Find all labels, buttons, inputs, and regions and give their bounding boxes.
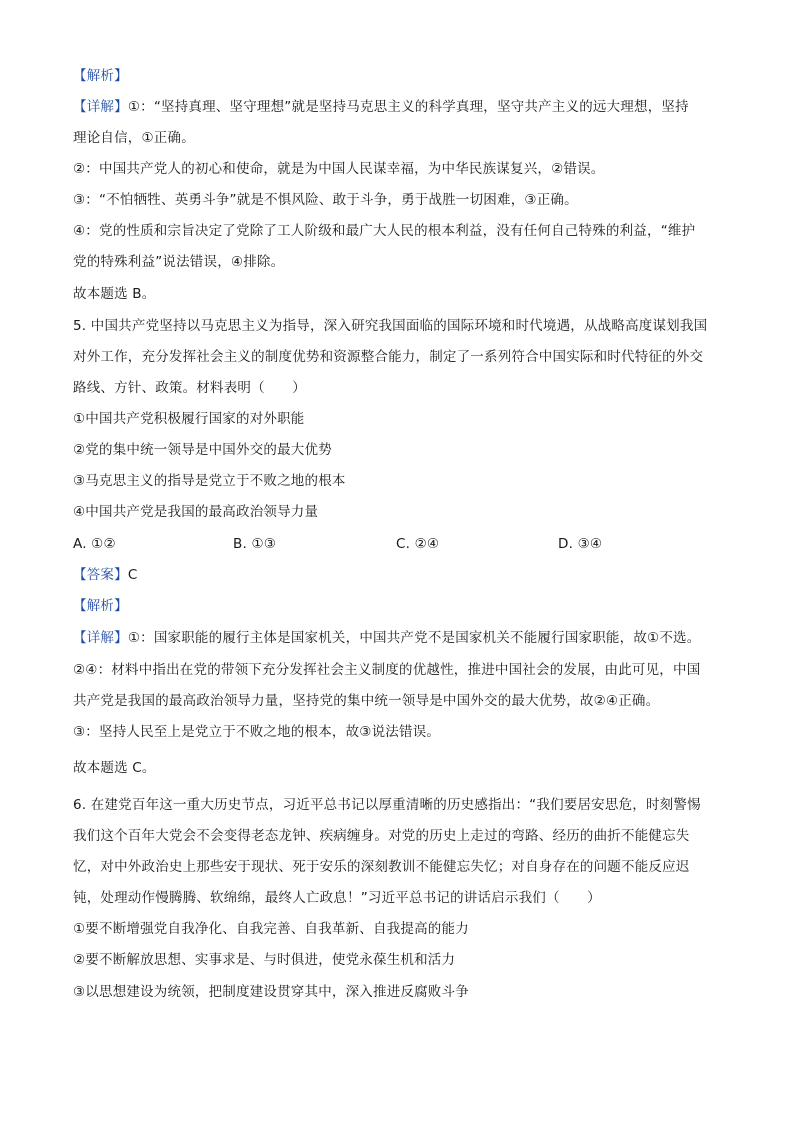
q5-option-d: D. ③④ (558, 536, 603, 552)
q5-detail-line-4: ③：坚持人民至上是党立于不败之地的根本，故③说法错误。 (73, 724, 441, 740)
q5-option-a: A. ①② (73, 536, 116, 552)
q5-detail-line-2: ②④：材料中指出在党的带领下充分发挥社会主义制度的优越性，推进中国社会的发展，由此可见，中国 (73, 662, 701, 678)
q5-statement-1: ①中国共产党积极履行国家的对外职能 (73, 411, 305, 427)
q5-answer-value: C (127, 567, 138, 583)
q6-statement-2: ②要不断解放思想、实事求是、与时俱进，使党永葆生机和活力 (73, 952, 456, 968)
q5-statement-3: ③马克思主义的指导是党立于不败之地的根本 (73, 473, 346, 489)
q6-statement-1: ①要不断增强党自我净化、自我完善、自我革新、自我提高的能力 (73, 921, 469, 937)
q4-point-2: ②：中国共产党人的初心和使命，就是为中国人民谋幸福，为中华民族谋复兴，②错误。 (73, 161, 605, 177)
q5-option-c: C. ②④ (396, 536, 440, 552)
q4-analysis-tag: 【解析】 (73, 68, 128, 84)
q6-stem-line-1: 6. 在建党百年这一重大历史节点，习近平总书记以厚重清晰的历史感指出：“我们要居安思危，时刻警惕 (73, 797, 701, 813)
q5-detail-tag: 【详解】 (73, 630, 128, 646)
q4-detail-line-2: 理论自信，①正确。 (73, 130, 195, 146)
q6-stem-line-3: 忆，对中外政治史上那些安于现状、死于安乐的深刻教训不能健忘失忆；对自身存在的问题不能反应迟 (73, 859, 690, 875)
q5-options (73, 534, 733, 554)
q5-conclusion: 故本题选 C。 (73, 760, 156, 776)
q5-answer-tag: 【答案】 (73, 567, 128, 583)
q6-stem-line-2: 我们这个百年大党会不会变得老态龙钟、疾病缠身。对党的历史上走过的弯路、经历的曲折不能健忘失 (73, 828, 690, 844)
q4-conclusion: 故本题选 B。 (73, 286, 156, 302)
q5-detail-line-3: 共产党是我国的最高政治领导力量，坚持党的集中统一领导是中国外交的最大优势，故②④正确。 (73, 693, 660, 709)
q5-statement-4: ④中国共产党是我国的最高政治领导力量 (73, 504, 319, 520)
q4-detail-line-1 (73, 97, 689, 117)
q5-answer-line (73, 565, 137, 585)
q4-point-4-line-1: ④：党的性质和宗旨决定了党除了工人阶级和最广大人民的根本利益，没有任何自己特殊的利益，“维护 (73, 223, 696, 239)
q5-stem-line-3: 路线、方针、政策。材料表明（ ） (73, 380, 306, 396)
q6-stem-line-4: 钝，处理动作慢腾腾、软绵绵，最终人亡政息！”习近平总书记的讲话启示我们（ ） (73, 890, 601, 906)
q5-option-b: B. ①③ (233, 536, 277, 552)
q4-detail-tag: 【详解】 (73, 99, 128, 115)
q5-stem-line-1: 5. 中国共产党坚持以马克思主义为指导，深入研究我国面临的国际环境和时代境遇，从战略高度谋划我国 (73, 318, 708, 334)
q6-statement-3: ③以思想建设为统领，把制度建设贯穿其中，深入推进反腐败斗争 (73, 984, 469, 1000)
q5-detail-text-1: ①：国家职能的履行主体是国家机关，中国共产党不是国家机关不能履行国家职能，故①不选。 (127, 630, 701, 646)
q5-analysis-tag: 【解析】 (73, 598, 128, 614)
q4-point-3: ③：“不怕牺牲、英勇斗争”就是不惧风险、敢于斗争，勇于战胜一切困难，③正确。 (73, 192, 578, 208)
q5-detail-line-1 (73, 628, 700, 648)
q4-point-4-line-2: 党的特殊利益”说法错误，④排除。 (73, 254, 285, 270)
q5-statement-2: ②党的集中统一领导是中国外交的最大优势 (73, 442, 332, 458)
q5-stem-line-2: 对外工作，充分发挥社会主义的制度优势和资源整合能力，制定了一系列符合中国实际和时代特征的外交 (73, 349, 704, 365)
q4-detail-text-1: ①：“坚持真理、坚守理想”就是坚持马克思主义的科学真理，坚守共产主义的远大理想，坚持 (127, 99, 689, 115)
